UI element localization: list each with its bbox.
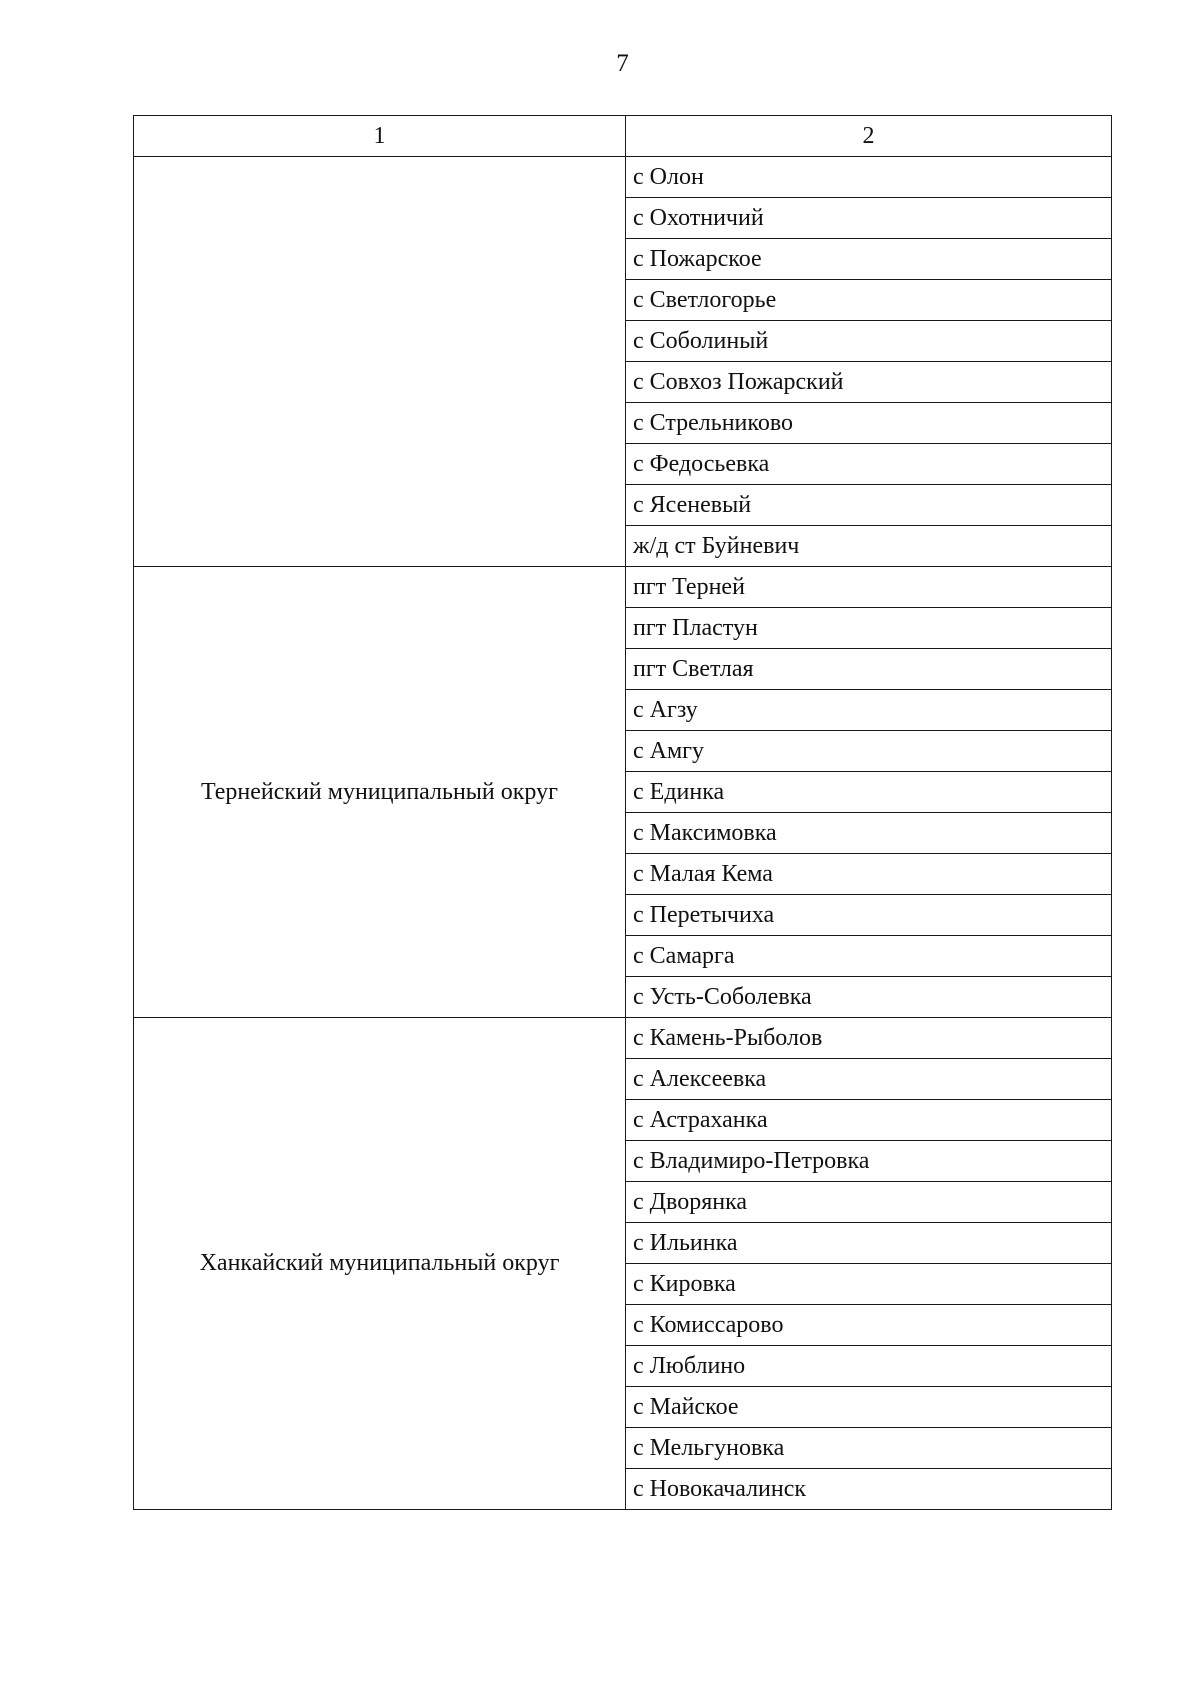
district-cell: Ханкайский муниципальный округ [134,1018,626,1510]
settlement-cell: пгт Светлая [626,649,1112,690]
settlement-cell: с Совхоз Пожарский [626,362,1112,403]
table-row [134,157,1112,198]
column-header-1: 1 [134,116,626,157]
settlement-cell: с Ясеневый [626,485,1112,526]
settlement-cell: с Пожарское [626,239,1112,280]
settlement-cell: с Майское [626,1387,1112,1428]
settlement-cell: с Комиссарово [626,1305,1112,1346]
settlement-cell: с Усть-Соболевка [626,977,1112,1018]
settlement-cell: с Перетычиха [626,895,1112,936]
settlement-cell: с Алексеевка [626,1059,1112,1100]
settlement-cell: с Камень-Рыболов [626,1018,1112,1059]
settlement-cell: с Максимовка [626,813,1112,854]
settlement-cell: с Олон [626,157,1112,198]
column-header-2: 2 [626,116,1112,157]
table-row [134,1018,1112,1059]
table-body [134,157,1112,1510]
page-number: 7 [616,50,629,77]
settlement-cell: с Владимиро-Петровка [626,1141,1112,1182]
settlement-cell: с Амгу [626,731,1112,772]
settlement-cell: с Малая Кема [626,854,1112,895]
settlement-cell: с Стрельниково [626,403,1112,444]
settlement-cell: пгт Пластун [626,608,1112,649]
table-row [134,567,1112,608]
settlement-cell: с Дворянка [626,1182,1112,1223]
settlement-cell: пгт Терней [626,567,1112,608]
settlement-cell: ж/д ст Буйневич [626,526,1112,567]
settlement-cell: с Соболиный [626,321,1112,362]
table-header-row [134,116,1112,157]
settlement-cell: с Агзу [626,690,1112,731]
settlement-cell: с Новокачалинск [626,1469,1112,1510]
district-cell [134,157,626,567]
settlement-cell: с Единка [626,772,1112,813]
settlement-cell: с Охотничий [626,198,1112,239]
settlement-cell: с Ильинка [626,1223,1112,1264]
settlement-cell: с Светлогорье [626,280,1112,321]
settlement-cell: с Мельгуновка [626,1428,1112,1469]
settlement-cell: с Кировка [626,1264,1112,1305]
settlement-cell: с Самарга [626,936,1112,977]
settlement-cell: с Астраханка [626,1100,1112,1141]
settlement-cell: с Люблино [626,1346,1112,1387]
settlements-table [133,115,1112,1510]
settlement-cell: с Федосьевка [626,444,1112,485]
district-cell: Тернейский муниципальный округ [134,567,626,1018]
